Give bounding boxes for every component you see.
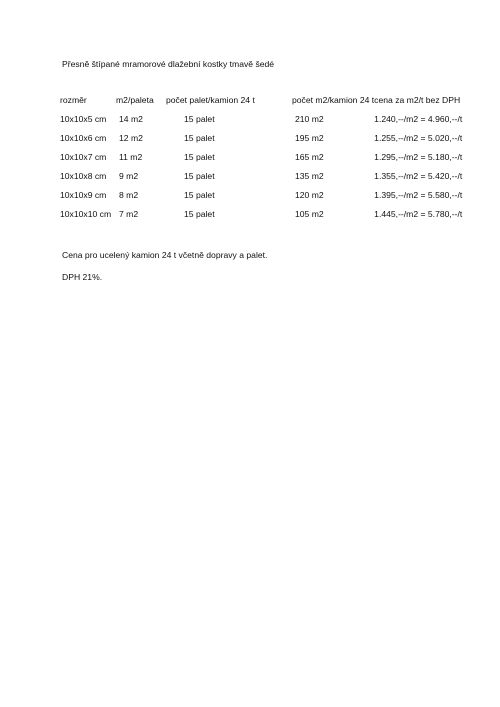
cell-rozmer: 10x10x8 cm [60,171,107,181]
cell-cena: 1.255,--/m2 = 5.020,--/t [374,133,463,143]
cell-rozmer: 10x10x10 cm [60,209,112,219]
cell-cena: 1.355,--/m2 = 5.420,--/t [374,171,463,181]
table-row [60,210,474,229]
cell-cena: 1.240,--/m2 = 4.960,--/t [374,114,463,124]
cell-rozmer: 10x10x9 cm [60,190,107,200]
cell-rozmer: 10x10x6 cm [60,133,107,143]
cell-rozmer: 10x10x5 cm [60,114,107,124]
cell-pocet-palet: 15 palet [184,190,215,200]
cell-rozmer: 10x10x7 cm [60,152,107,162]
header-pocet-palet: počet palet/kamion 24 t [166,95,255,105]
table-row [60,115,474,134]
cell-m2-paleta: 9 m2 [119,171,139,181]
cell-m2-paleta: 11 m2 [119,152,143,162]
header-pocet-m2: počet m2/kamion 24 t [292,95,375,105]
cell-cena: 1.295,--/m2 = 5.180,--/t [374,152,463,162]
price-table [60,96,474,229]
table-header-row [60,96,474,115]
cell-cena: 1.445,--/m2 = 5.780,--/t [374,209,463,219]
header-m2-paleta: m2/paleta [116,95,154,105]
cell-m2-paleta: 8 m2 [119,190,139,200]
cell-m2-paleta: 7 m2 [119,209,139,219]
table-row [60,191,474,210]
cell-m2-paleta: 14 m2 [119,114,143,124]
cell-pocet-palet: 15 palet [184,114,215,124]
document-title: Přesně štípané mramorové dlažební kostky tmavě šedé [62,59,275,69]
table-row [60,134,474,153]
cell-pocet-m2: 210 m2 [295,114,324,124]
table-row [60,172,474,191]
header-rozmer: rozměr [60,95,87,105]
cell-pocet-m2: 135 m2 [295,171,324,181]
table-row [60,153,474,172]
cell-pocet-palet: 15 palet [184,171,215,181]
note-price-info: Cena pro ucelený kamion 24 t včetně dopravy a palet. [62,250,268,260]
cell-pocet-m2: 165 m2 [295,152,324,162]
cell-pocet-m2: 195 m2 [295,133,324,143]
cell-m2-paleta: 12 m2 [119,133,143,143]
cell-pocet-palet: 15 palet [184,152,215,162]
cell-pocet-m2: 105 m2 [295,209,324,219]
note-vat: DPH 21%. [62,272,103,282]
cell-pocet-palet: 15 palet [184,133,215,143]
cell-pocet-m2: 120 m2 [295,190,324,200]
cell-cena: 1.395,--/m2 = 5.580,--/t [374,190,463,200]
cell-pocet-palet: 15 palet [184,209,215,219]
header-cena: cena za m2/t bez DPH [374,95,461,105]
